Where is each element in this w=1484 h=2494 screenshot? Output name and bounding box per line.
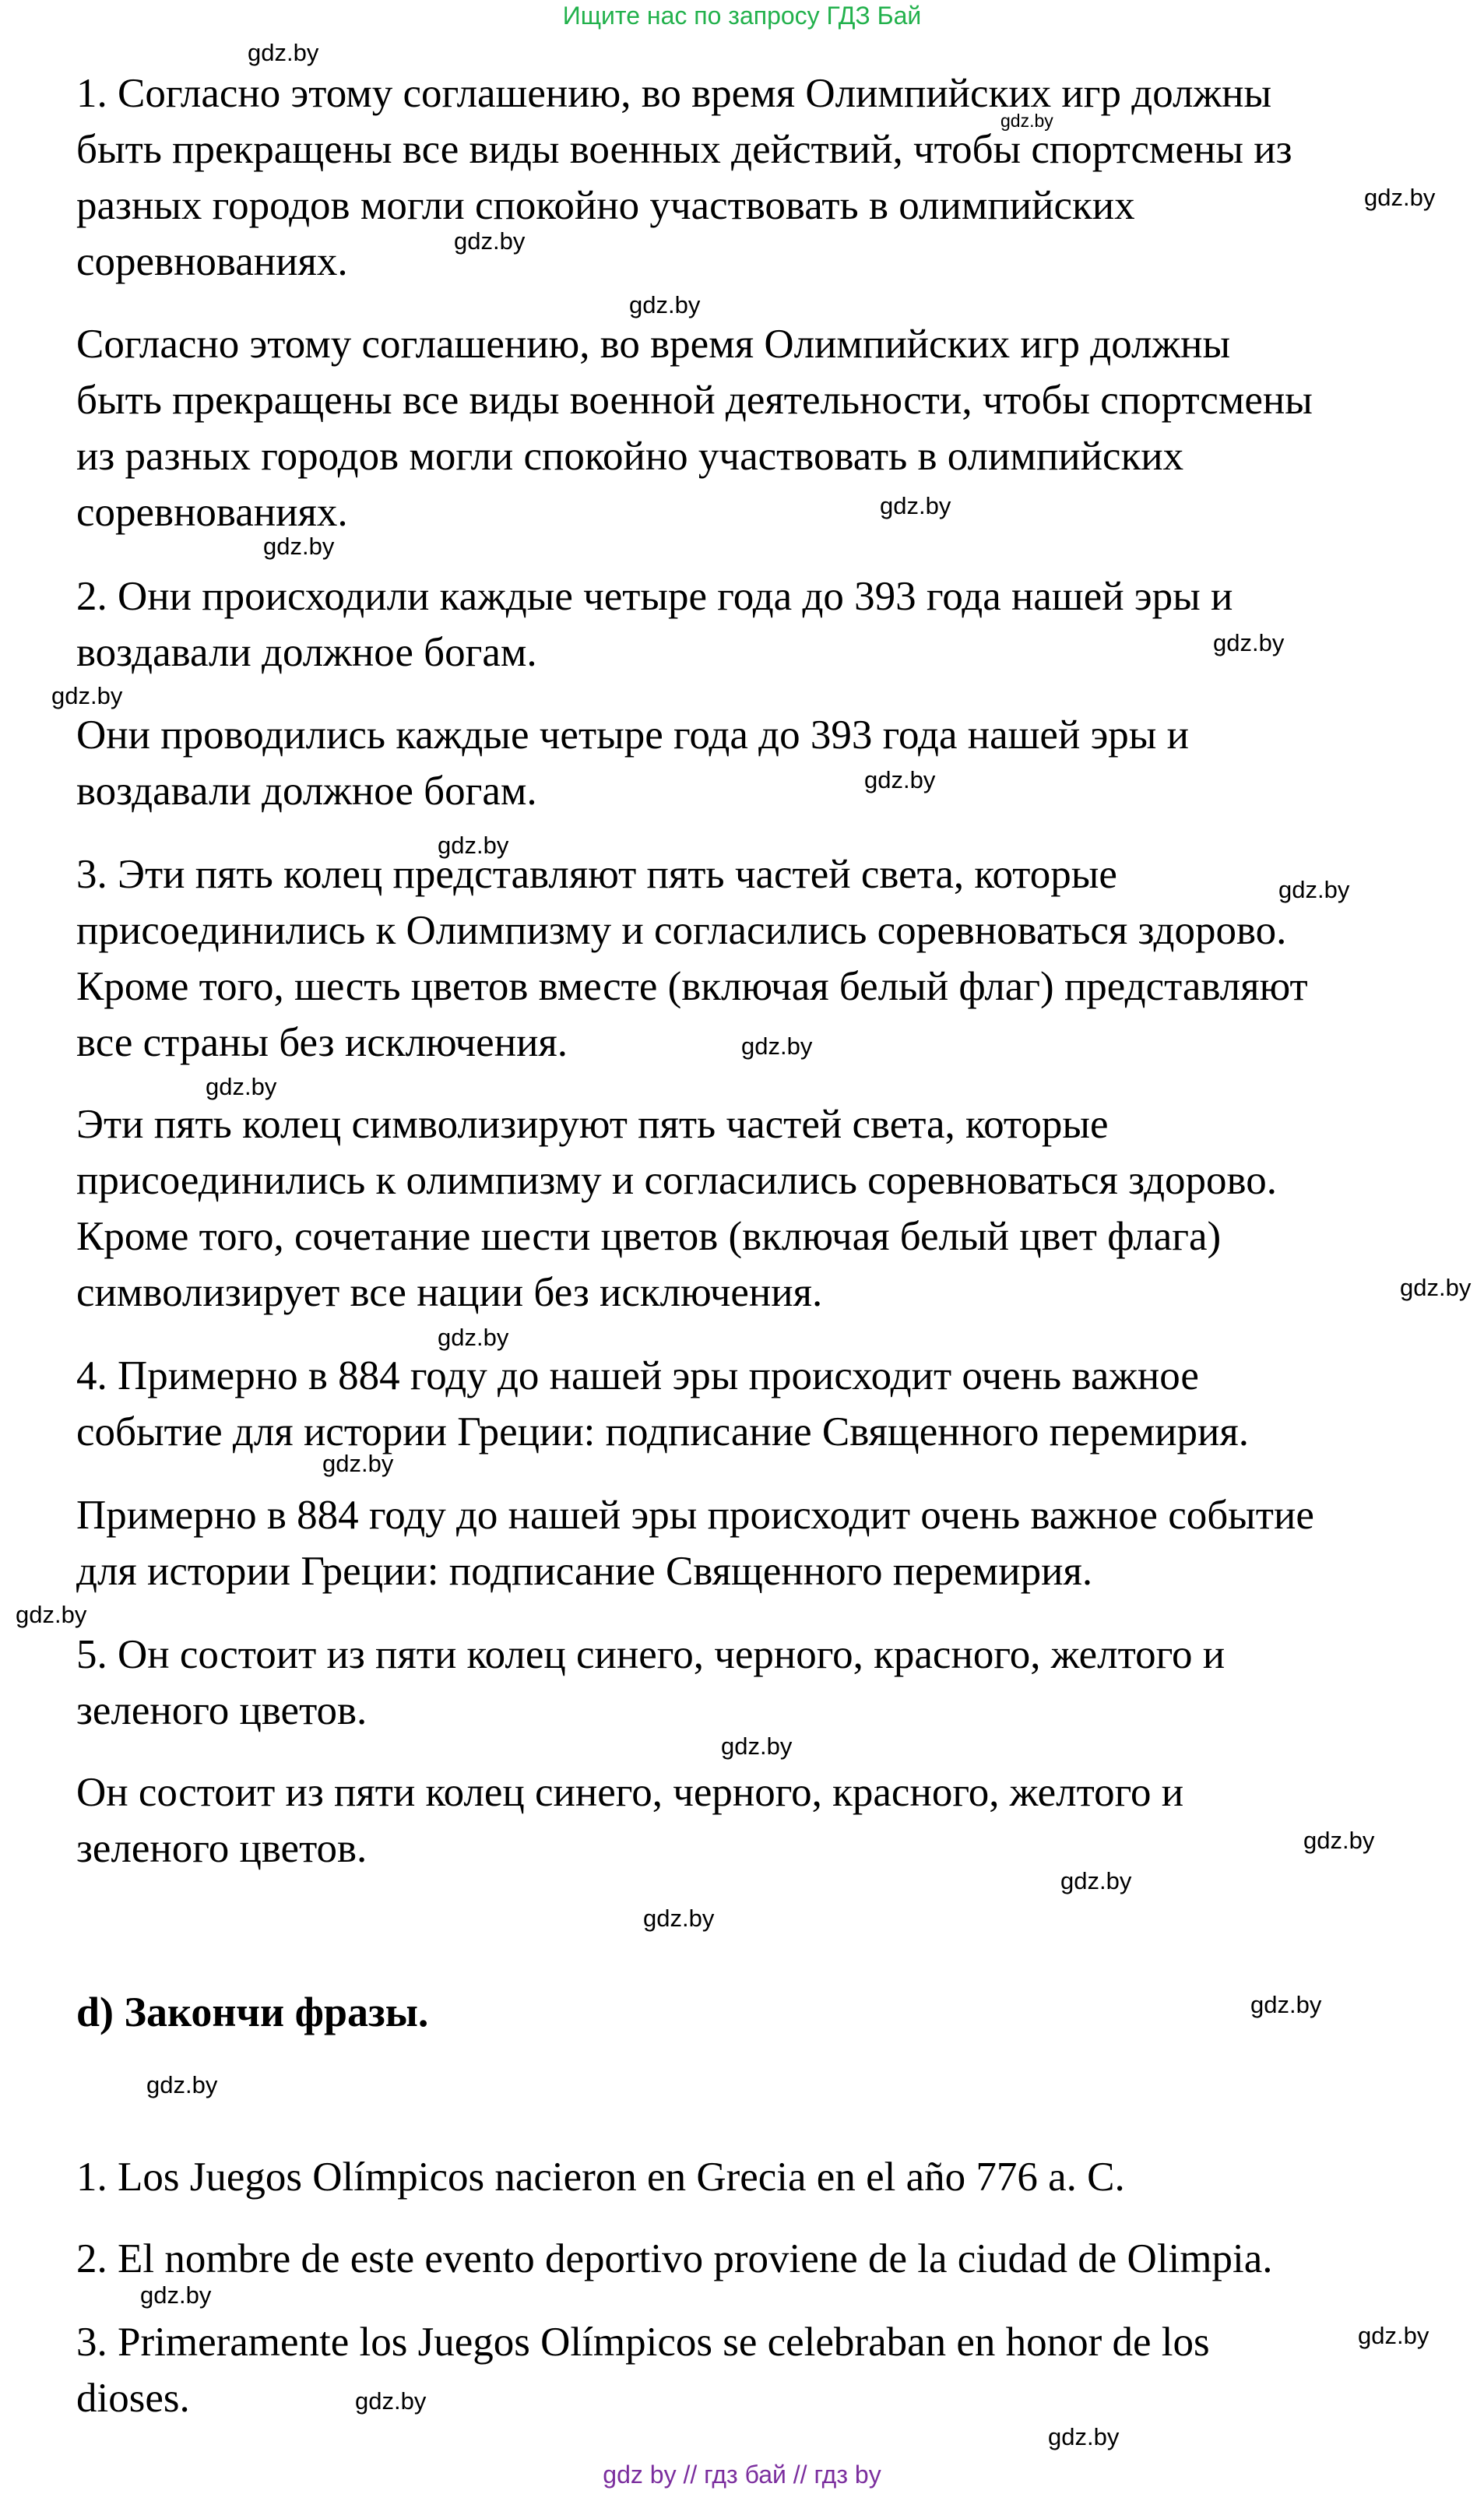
top-banner: Ищите нас по запросу ГДЗ Бай — [562, 2, 922, 30]
text-line: Согласно этому соглашению, во время Олимпийских игр должны — [76, 322, 1231, 367]
watermark: gdz.by — [629, 291, 701, 318]
text-line: соревнованиях. — [76, 490, 348, 535]
watermark: gdz.by — [1048, 2423, 1120, 2450]
text-line: Он состоит из пяти колец синего, черного, красного, желтого и — [76, 1770, 1184, 1815]
text-line: символизирует все нации без исключения. — [76, 1270, 823, 1315]
watermark: gdz.by — [248, 39, 319, 66]
watermark: gdz.by — [1213, 629, 1285, 656]
watermark: gdz.by — [438, 1324, 509, 1351]
watermark: gdz.by — [206, 1073, 277, 1100]
answer-1-variant — [76, 316, 1313, 540]
text-line: зеленого цветов. — [76, 1826, 367, 1871]
text-line: Кроме того, сочетание шести цветов (включая белый цвет флага) — [76, 1214, 1222, 1259]
footer-links: gdz by // гдз бай // гдз by — [603, 2461, 881, 2489]
text-line: соревнованиях. — [76, 239, 348, 284]
answer-3 — [76, 846, 1308, 1071]
text-line: 2. El nombre de este evento deportivo proviene de la ciudad de Olimpia. — [76, 2236, 1273, 2281]
text-line: Примерно в 884 году до нашей эры происходит очень важное событие — [76, 1493, 1314, 1538]
text-line: воздавали должное богам. — [76, 630, 537, 675]
watermark: gdz.by — [438, 832, 509, 859]
text-line: 3. Primeramente los Juegos Olímpicos se celebraban en honor de los — [76, 2320, 1210, 2365]
watermark: gdz.by — [864, 766, 936, 793]
text-line: 5. Он состоит из пяти колец синего, черного, красного, желтого и — [76, 1632, 1226, 1677]
text-line: разных городов могли спокойно участвовать в олимпийских — [76, 183, 1135, 228]
watermark: gdz.by — [140, 2281, 212, 2309]
text-line: присоединились к Олимпизму и согласились соревноваться здорово. — [76, 908, 1287, 953]
watermark: gdz.by — [146, 2071, 218, 2098]
phrase-3 — [76, 2314, 1210, 2426]
watermark: gdz.by — [643, 1905, 715, 1932]
watermark: gdz.by — [263, 533, 335, 560]
text-line: зеленого цветов. — [76, 1688, 367, 1733]
answer-1 — [76, 65, 1292, 290]
answer-4 — [76, 1348, 1249, 1460]
watermark: gdz.by — [721, 1732, 793, 1760]
watermark: gdz.by — [1060, 1867, 1132, 1894]
answer-4-variant — [76, 1487, 1314, 1599]
text-line: событие для истории Греции: подписание Священного перемирия. — [76, 1409, 1249, 1455]
section-heading: d) Закончи фразы. — [76, 1989, 429, 2035]
watermark: gdz.by — [322, 1450, 394, 1477]
watermark: gdz.by — [16, 1601, 87, 1628]
text-line: Кроме того, шесть цветов вместе (включая белый флаг) представляют — [76, 964, 1308, 1009]
text-line: воздавали должное богам. — [76, 769, 537, 814]
text-line: 4. Примерно в 884 году до нашей эры происходит очень важное — [76, 1353, 1199, 1398]
watermark: gdz.by — [1278, 876, 1350, 903]
text-line: быть прекращены все виды военных действий, чтобы спортсмены из — [76, 127, 1292, 172]
watermark: gdz.by — [1303, 1827, 1375, 1854]
watermark: gdz.by — [355, 2387, 427, 2415]
answer-5-variant — [76, 1764, 1183, 1877]
text-line: dioses. — [76, 2376, 190, 2421]
text-line: 2. Они происходили каждые четыре года до 393 года нашей эры и — [76, 574, 1233, 619]
watermark: gdz.by — [880, 492, 951, 519]
text-line: присоединились к олимпизму и согласились соревноваться здорово. — [76, 1158, 1277, 1203]
watermark: gdz.by — [1364, 184, 1436, 211]
watermark: gdz.by — [1400, 1274, 1472, 1301]
text-line: все страны без исключения. — [76, 1020, 568, 1065]
answer-3-variant — [76, 1096, 1277, 1321]
answer-5 — [76, 1627, 1225, 1739]
text-line: для истории Греции: подписание Священного перемирия. — [76, 1549, 1093, 1594]
text-line: Эти пять колец символизируют пять частей света, которые — [76, 1102, 1109, 1147]
watermark: gdz.by — [454, 227, 526, 255]
answer-2 — [76, 568, 1233, 681]
text-line: 1. Согласно этому соглашению, во время Олимпийских игр должны — [76, 71, 1272, 116]
text-line: быть прекращены все виды военной деятельности, чтобы спортсмены — [76, 378, 1313, 423]
text-line: Они проводились каждые четыре года до 393 года нашей эры и — [76, 712, 1190, 758]
phrase-2 — [76, 2231, 1273, 2287]
watermark: gdz.by — [1358, 2322, 1429, 2349]
phrase-1 — [76, 2149, 1125, 2205]
answer-2-variant — [76, 707, 1189, 819]
watermark: gdz.by — [1000, 111, 1053, 131]
text-line: 3. Эти пять колец представляют пять частей света, которые — [76, 852, 1117, 897]
text-line: 1. Los Juegos Olímpicos nacieron en Grecia en el año 776 a. C. — [76, 2155, 1125, 2200]
text-line: из разных городов могли спокойно участвовать в олимпийских — [76, 434, 1184, 479]
watermark: gdz.by — [741, 1032, 813, 1060]
watermark: gdz.by — [1250, 1991, 1322, 2018]
watermark: gdz.by — [51, 682, 123, 709]
